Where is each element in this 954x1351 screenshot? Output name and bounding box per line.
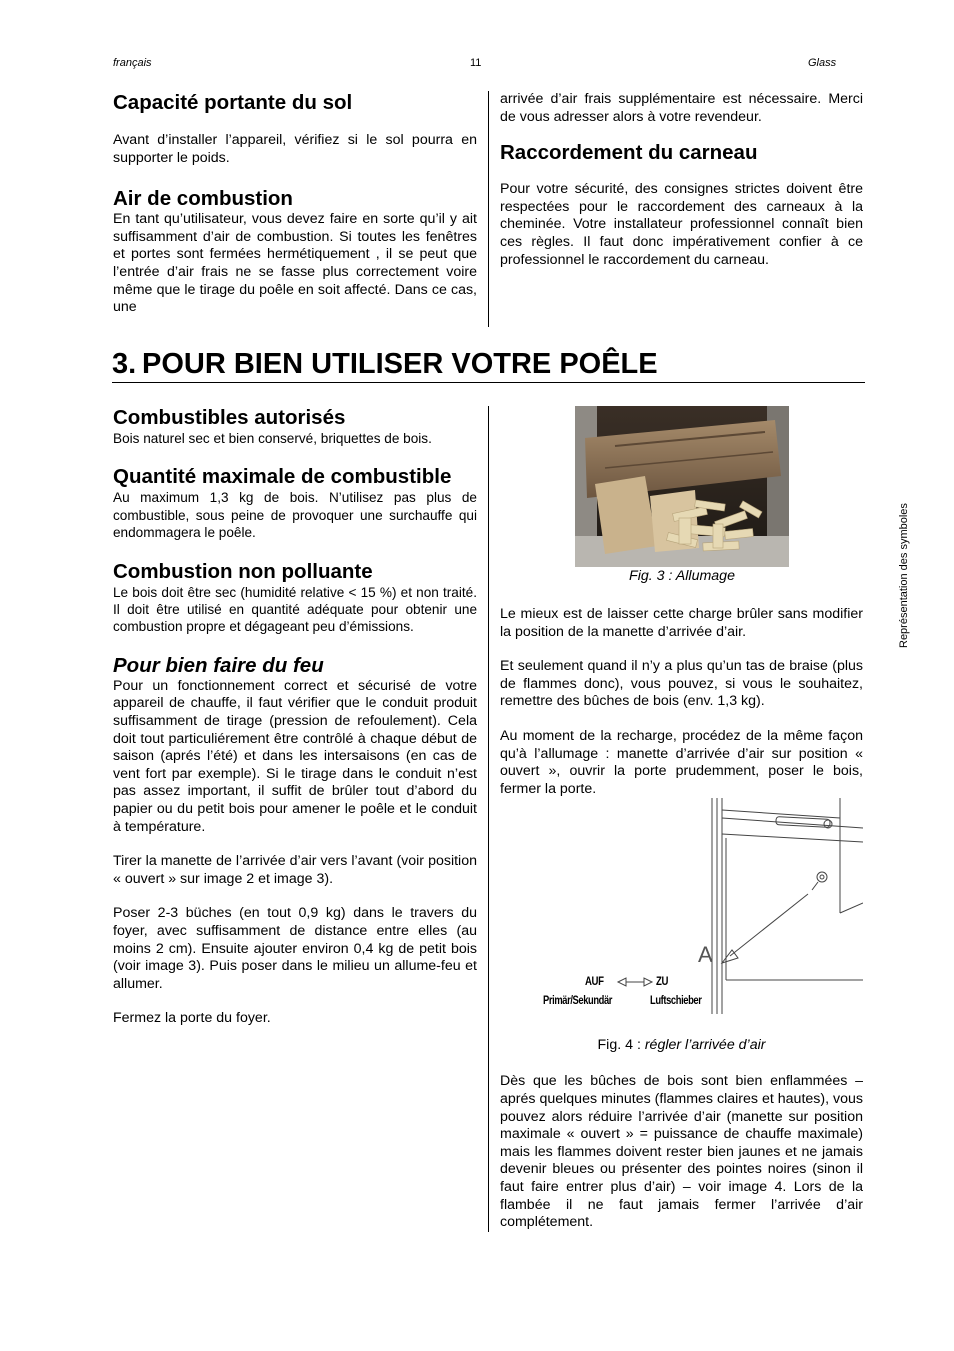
text-combustion-air: En tant qu’utilisateur, vous devez faire en sorte qu’il y ait suffisamment d’air de combustion. Si toutes les fenêtres et portes sont fermées hermétiquement , il se peut que l’entrée d’air frais ne se fasse plus correctement voire même que le tirage du poêle en soit affecté. Dans ce cas, une	[113, 211, 477, 316]
column-divider-bottom	[488, 406, 489, 1232]
text-flue-connection: Pour votre sécurité, des consignes strictes doivent être respectées pour le raccordement des carneaux à la cheminée. Votre installateur professionnel connaît bien ces règles. Il faut donc impérativement confier à ce professionnel le raccordement du carneau.	[500, 181, 863, 268]
column-divider-top	[488, 91, 489, 327]
text-floor-capacity: Avant d’installer l’appareil, vérifiez si le sol pourra en supporter le poids.	[113, 132, 477, 166]
air-control-diagram	[500, 798, 863, 1014]
fig4-label-auf: AUF	[585, 974, 604, 989]
text-close-door: Fermez la porte du foyer.	[113, 1010, 271, 1027]
text-clean-combustion: Le bois doit être sec (humidité relative < 15 %) et non traité. Il doit être utilisé en quantité adéquate pour obtenir une combustion propre et dégageant peu d’émissions.	[113, 584, 477, 635]
text-air-lever: Tirer la manette de l’arrivée d’air vers l’avant (voir position « ouvert » sur image 2 et image 3).	[113, 853, 477, 887]
fig4-label-zu: ZU	[656, 974, 668, 989]
text-reduce-air: Dès que les bûches de bois sont bien enflammées – aprés quelques minutes (flammes claires et hautes), vous pouvez alors réduire l’arrivée d’air (manette sur position maximale « ouvert » = puissance de chauffe maximale) mais les flammes doivent rester bien jaunes et ne jamais devenir bleues ou présenter des pointes noires (sinon il faut faire entrer plus d’air) – voir image 4. Lors de la flambée il ne faut jamais fermer l’arrivée d’air complétement.	[500, 1073, 863, 1231]
page-number: 11	[470, 57, 482, 69]
fig3-caption: Fig. 3 : Allumage	[629, 568, 735, 584]
text-making-fire: Pour un fonctionnement correct et sécurisé de votre appareil de chauffe, il faut vérifier que le conduit produit suffisamment de tirage (pression de refoulement). Cela doit tout particuliérement être contrôlé à chaque début de saison (aprés l’été) et dans les intersaisons (en cas de vent fort par exemple). Si le tirage dans le conduit n’est pas assez important, il suffit de brûler tout d’abord du papier ou du petit bois pour amener le poêle et le conduit à température.	[113, 677, 477, 835]
heading-combustion-air: Air de combustion	[113, 187, 293, 211]
chapter-title	[112, 346, 865, 383]
text-max-fuel: Au maximum 1,3 kg de bois. N’utilisez pas plus de combustible, sous peine de provoquer une surchauffe qui endommagera le poêle.	[113, 490, 477, 541]
heading-max-fuel: Quantité maximale de combustible	[113, 465, 452, 489]
header-language: français	[113, 57, 152, 69]
heading-clean-combustion: Combustion non polluante	[113, 559, 373, 583]
right-column	[500, 406, 863, 1232]
text-let-burn: Le mieux est de laisser cette charge brûler sans modifier la position de la manette d’arrivée d’air.	[500, 606, 863, 640]
fig4-caption-title: régler l’arrivée d’air	[644, 1037, 766, 1054]
text-authorized-fuels: Bois naturel sec et bien conservé, briquettes de bois.	[113, 431, 432, 446]
heading-flue-connection: Raccordement du carneau	[500, 141, 758, 165]
fig4-label-a: A	[698, 942, 713, 968]
header-product: Glass	[808, 57, 837, 69]
text-embers: Et seulement quand il n’y a plus qu’un tas de braise (plus de flammes donc), vous pouvez, si vous le souhaitez, remettre des bûches de bois (env. 1,3 kg).	[500, 658, 863, 710]
text-reload: Au moment de la recharge, procédez de la même façon qu’à l’allumage : manette d’arrivée d’air sur position « ouvert », ouvrir la porte prudemment, poser le bois, fermer la porte.	[500, 727, 863, 797]
fig4-caption-prefix: Fig. 4 :	[597, 1037, 645, 1054]
heading-authorized-fuels: Combustibles autorisés	[113, 406, 346, 429]
top-right-column	[500, 91, 863, 269]
chapter-title-text: POUR BIEN UTILISER VOTRE POÊLE	[142, 348, 658, 380]
firewood-photo	[575, 406, 789, 567]
left-column	[113, 406, 477, 1028]
text-logs: Poser 2-3 büches (en tout 0,9 kg) dans le travers du foyer, avec suffisamment de distance entre elles (au moins 2 cm). Ensuite ajouter environ 0,4 kg de petit bois (voir image 3). Puis poser dans le milieu un allume-feu et allumer.	[113, 905, 477, 992]
fig4-label-primar: Primär/Sekundär	[543, 993, 613, 1008]
chapter-number: 3.	[112, 348, 137, 380]
heading-floor-capacity: Capacité portante du sol	[113, 91, 353, 114]
fig4-label-luft: Luftschieber	[650, 993, 702, 1008]
top-left-column	[113, 91, 477, 317]
fig4-caption	[500, 1037, 863, 1054]
heading-making-fire: Pour bien faire du feu	[113, 653, 324, 677]
side-label: Représentation des symboles	[898, 503, 910, 648]
text-air-continued: arrivée d’air frais supplémentaire est nécessaire. Merci de vous adresser alors à votre revendeur.	[500, 91, 863, 125]
